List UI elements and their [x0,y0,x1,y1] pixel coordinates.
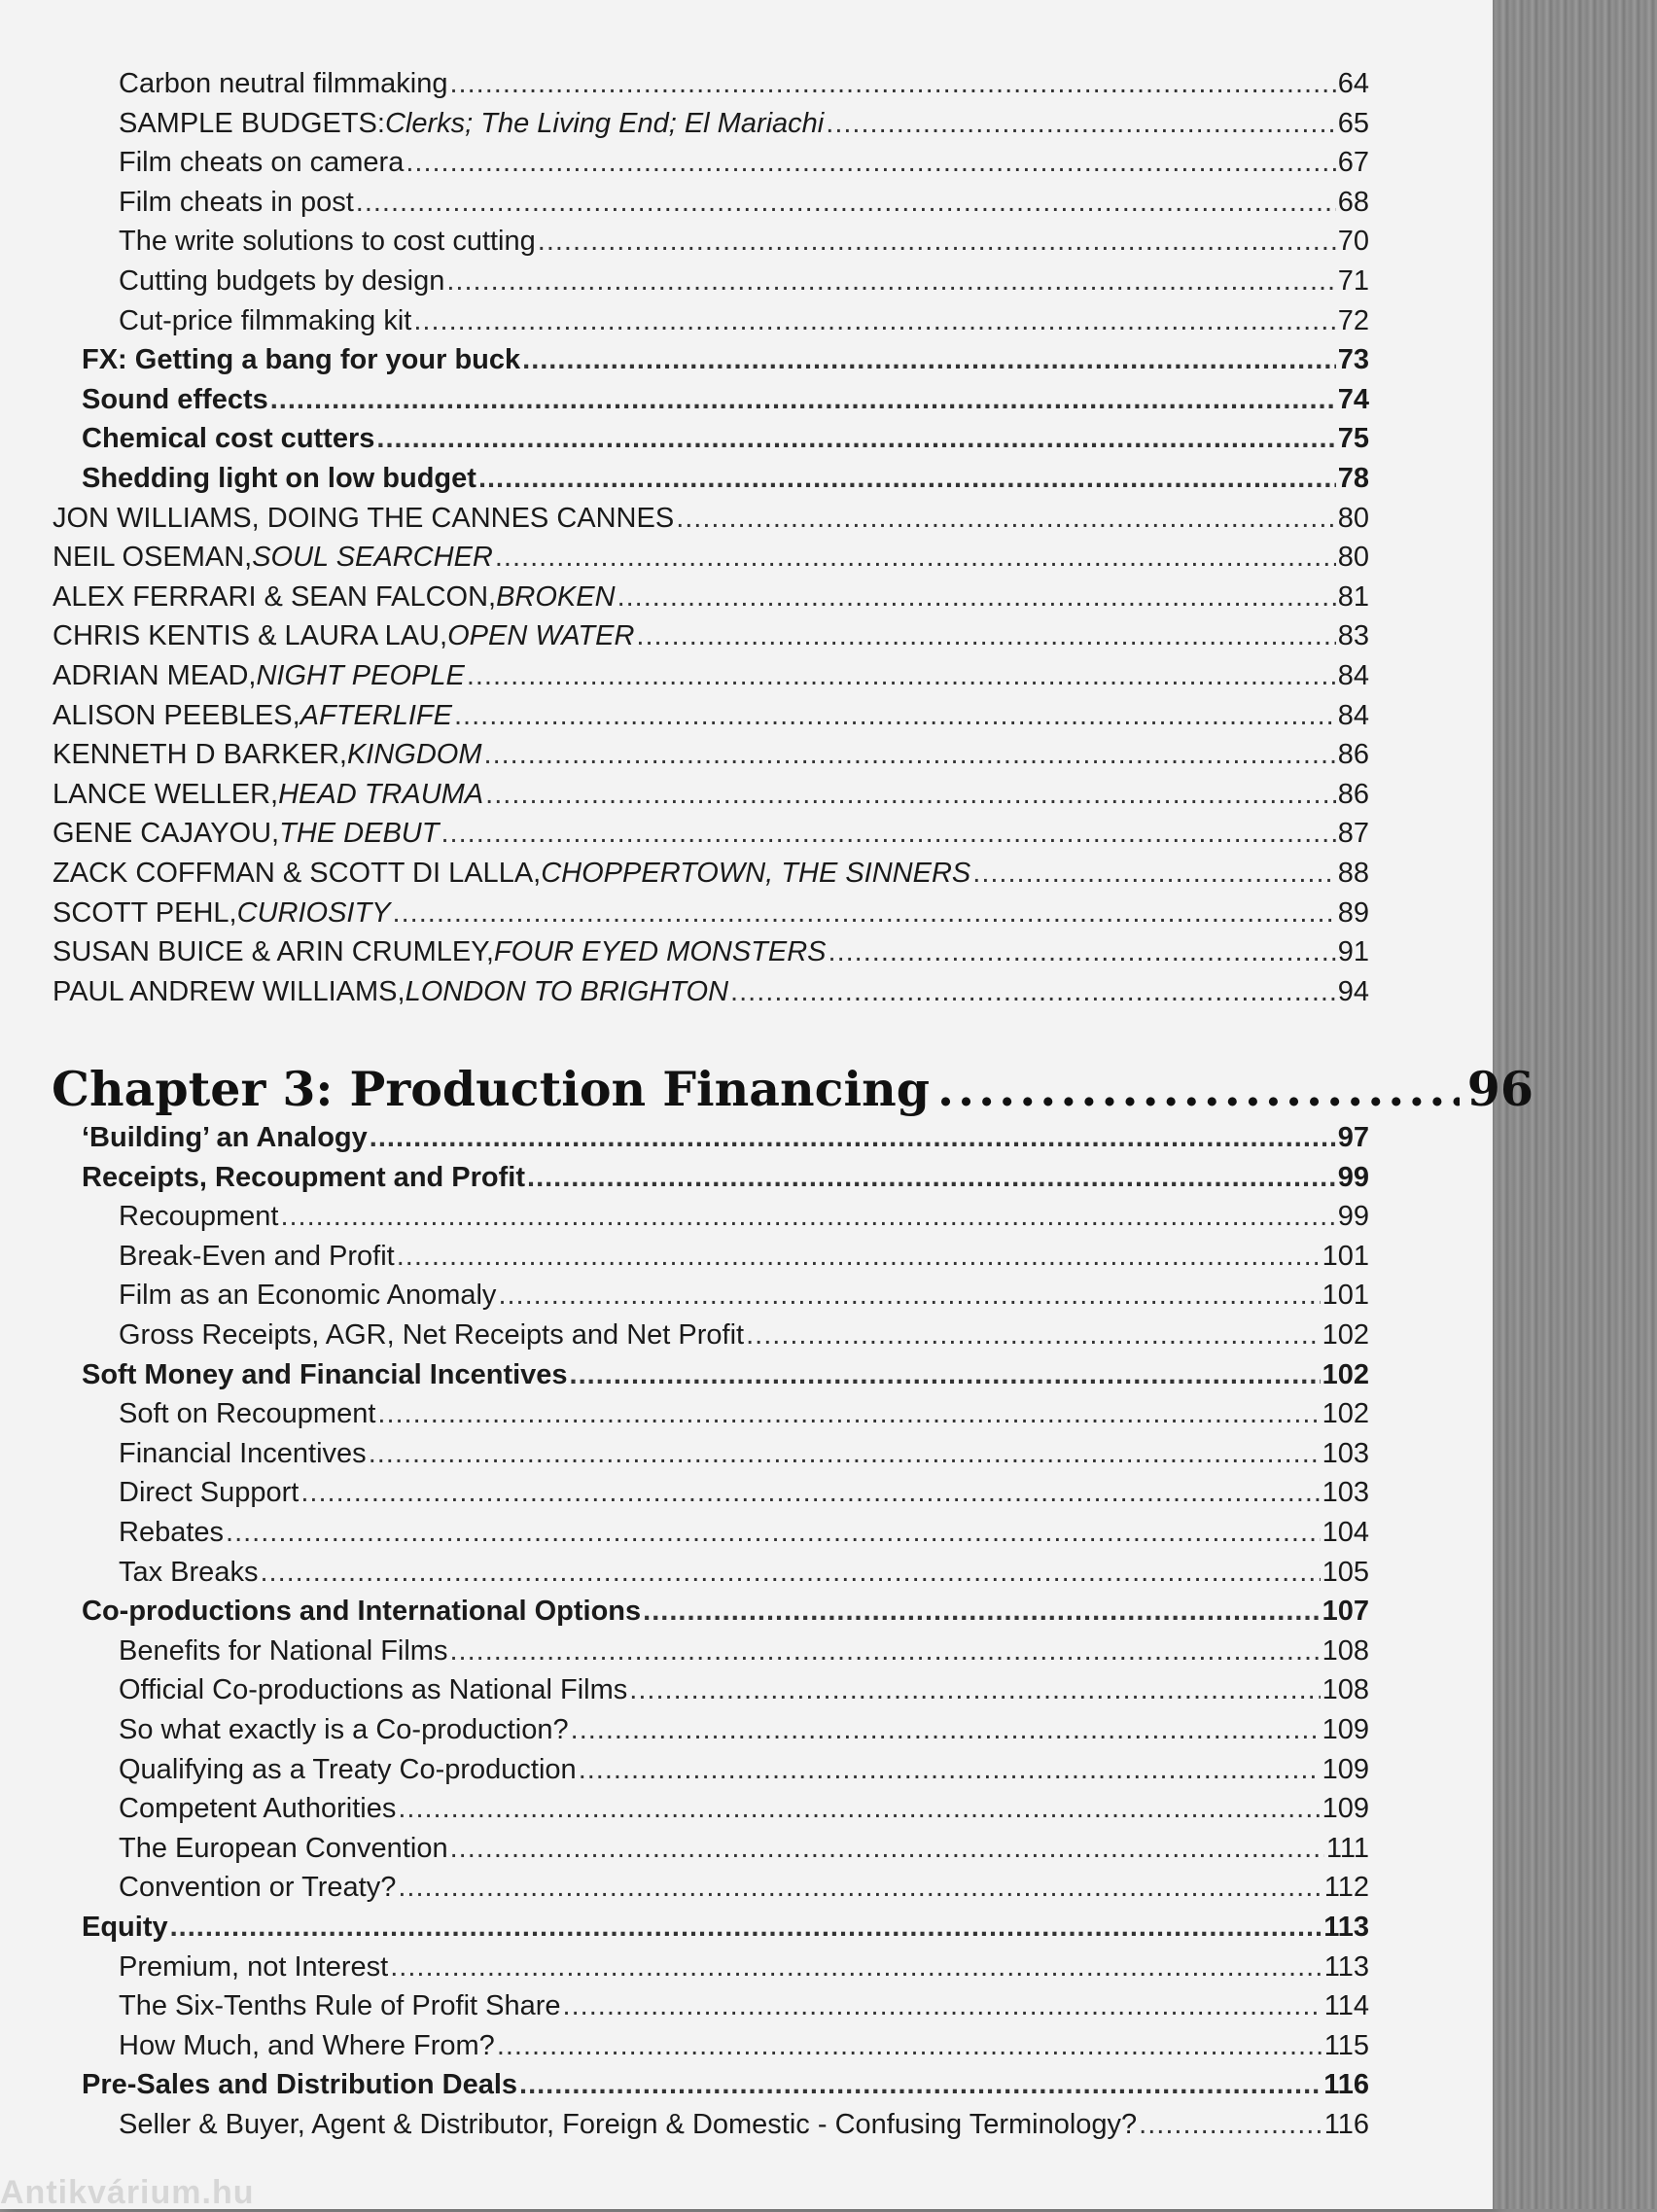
toc-entry [119,303,1369,338]
toc-entry [119,1831,1369,1866]
toc-entry [119,1475,1369,1510]
dot-leader [377,1396,1320,1431]
toc-entry-page-number: 108 [1322,1634,1369,1667]
toc-entry-page-number: 112 [1323,1872,1369,1904]
toc-entry-title: Film cheats on camera [119,147,405,179]
toc-entry [119,1949,1369,1984]
dot-leader [826,106,1335,141]
toc-entry [119,263,1369,298]
toc-entry-page-number: 84 [1337,660,1369,691]
toc-entry-title: ALISON PEEBLES, [53,699,300,731]
toc-entry [53,777,1369,812]
toc-entry-italic-title: KINGDOM [346,739,482,771]
dot-leader [746,1317,1321,1352]
toc-entry [53,658,1369,693]
dot-leader [413,303,1335,338]
chapter-page-number: 96 [1466,1061,1534,1117]
toc-entry-page-number: 109 [1322,1793,1369,1825]
toc-entry-page-number: 115 [1323,2029,1369,2061]
dot-leader [478,461,1336,496]
toc-entry-title: Receipts, Recoupment and Profit [82,1161,526,1193]
toc-entry-title: The Six-Tenths Rule of Profit Share [119,1990,561,2022]
toc-entry-title: Seller & Buyer, Agent & Distributor, Foreign & Domestic - Confusing Terminology? [119,2109,1138,2140]
dot-leader [454,698,1336,733]
dot-leader [398,1791,1320,1826]
toc-entry [119,66,1369,101]
toc-entry [53,540,1369,575]
toc-entry-page-number: 97 [1337,1122,1369,1153]
toc-entry-title: Film cheats in post [119,186,354,218]
dot-leader [570,1357,1321,1392]
toc-entry-page-number: 74 [1337,383,1369,415]
toc-entry [82,1357,1369,1392]
toc-entry [82,342,1369,377]
toc-entry [119,1317,1369,1352]
toc-entry-page-number: 103 [1322,1477,1369,1509]
toc-entry-page-number: 91 [1337,936,1369,968]
dot-leader [280,1199,1335,1234]
toc-entry-title: Rebates [119,1517,225,1548]
dot-leader [571,1712,1321,1747]
toc-entry-page-number: 102 [1322,1398,1369,1430]
toc-entry-italic-title: SOUL SEARCHER [252,542,493,574]
dot-leader [498,1278,1320,1313]
toc-entry-page-number: 99 [1337,1201,1369,1233]
dot-leader [397,1239,1321,1274]
toc-entry-title: Break-Even and Profit [119,1240,395,1272]
dot-leader [484,737,1336,772]
dot-leader [405,145,1335,180]
toc-entry-title: ADRIAN MEAD, [53,660,257,691]
dot-leader [522,342,1336,377]
toc-entry-title: Official Co-productions as National Films [119,1674,628,1706]
toc-entry [119,1555,1369,1590]
toc-entry-page-number: 78 [1337,463,1369,494]
toc-entry-title: ALEX FERRARI & SEAN FALCON, [53,580,497,613]
dot-leader [636,618,1335,653]
dot-leader [369,1436,1321,1471]
toc-entry-page-number: 113 [1323,1912,1369,1943]
toc-entry-title: Chemical cost cutters [82,423,375,455]
toc-entry [53,501,1369,536]
dot-leader [972,856,1335,891]
dot-leader [937,1060,1460,1118]
toc-entry [119,1712,1369,1747]
dot-leader [1139,2107,1322,2142]
toc-entry-page-number: 111 [1325,1832,1369,1864]
toc-entry [119,185,1369,220]
toc-entry-page-number: 103 [1322,1437,1369,1469]
toc-entry [119,2107,1369,2142]
toc-entry-title: ZACK COFFMAN & SCOTT DI LALLA, [53,858,542,889]
toc-entry-title: Shedding light on low budget [82,463,476,494]
dot-leader [226,1515,1321,1550]
toc-entry-title: Pre-Sales and Distribution Deals [82,2069,518,2101]
toc-entry-italic-title: LONDON TO BRIGHTON [405,975,729,1007]
dot-leader [617,579,1336,614]
toc-entry-title: Recoupment [119,1201,279,1233]
toc-entry-title: FX: Getting a bang for your buck [82,344,521,376]
toc-entry [119,1752,1369,1787]
toc-entry [119,1515,1369,1550]
toc-entry-page-number: 89 [1337,896,1369,929]
toc-entry-title: ‘Building’ an Analogy [82,1122,368,1153]
dot-leader [356,185,1336,220]
toc-entry [82,1910,1369,1945]
dot-leader [390,1949,1322,1984]
toc-entry [82,382,1369,417]
toc-entry-title: Premium, not Interest [119,1950,389,1983]
toc-entry-title: Qualifying as a Treaty Co-production [119,1753,577,1785]
toc-entry-italic-title: CHOPPERTOWN, THE SINNERS [541,858,971,889]
toc-entry-page-number: 83 [1337,620,1369,652]
toc-entry-page-number: 86 [1337,739,1369,771]
dot-leader [441,816,1335,851]
toc-entry-title: Cutting budgets by design [119,265,445,297]
toc-entry-italic-title: CURIOSITY [236,896,391,929]
toc-entry-title: Financial Incentives [119,1437,367,1469]
toc-entry-page-number: 99 [1337,1161,1369,1193]
toc-entry-title: JON WILLIAMS, DOING THE CANNES CANNES [53,502,675,534]
toc-entry-page-number: 75 [1337,423,1369,455]
toc-entry [53,737,1369,772]
toc-entry [119,2028,1369,2063]
toc-entry [119,1633,1369,1668]
toc-entry-page-number: 113 [1323,1950,1369,1983]
toc-entry-title: How Much, and Where From? [119,2029,495,2061]
toc-entry [53,895,1369,930]
toc-entry-title: Cut-price filmmaking kit [119,304,412,336]
toc-entry-title: SUSAN BUICE & ARIN CRUMLEY, [53,936,494,968]
toc-entry-title: GENE CAJAYOU, [53,818,280,850]
toc-entry-title: Sound effects [82,383,268,415]
toc-entry [82,461,1369,496]
toc-entry-page-number: 72 [1337,304,1369,336]
dot-leader [643,1594,1320,1629]
dot-leader [527,1160,1336,1195]
toc-entry [53,856,1369,891]
chapter-title: Chapter 3: Production Financing [52,1061,930,1117]
dot-leader [563,1988,1322,2023]
dot-leader [579,1752,1321,1787]
toc-entry-title: The write solutions to cost cutting [119,226,536,258]
toc-entry-page-number: 65 [1337,107,1369,139]
toc-entry-title: PAUL ANDREW WILLIAMS, [53,975,405,1007]
toc-entry-title: Competent Authorities [119,1793,397,1825]
toc-entry-title: Direct Support [119,1477,300,1509]
toc-entry-italic-title: HEAD TRAUMA [278,778,484,810]
toc-entry-page-number: 102 [1322,1319,1369,1351]
dot-leader [260,1555,1320,1590]
toc-entry-page-number: 86 [1337,778,1369,810]
dot-leader [485,777,1336,812]
toc-entry-title: Equity [82,1912,168,1943]
dot-leader [393,895,1336,930]
chapter-heading [52,1060,1534,1118]
toc-entry-page-number: 71 [1337,265,1369,297]
toc-entry-page-number: 81 [1337,580,1369,613]
dot-leader [449,1633,1320,1668]
toc-entry-title: The European Convention [119,1832,448,1864]
toc-entry-italic-title: BROKEN [496,580,616,613]
toc-entry-page-number: 94 [1337,975,1369,1007]
toc-entry [53,579,1369,614]
dot-leader [170,1910,1322,1945]
toc-entry-italic-title: OPEN WATER [447,620,635,652]
toc-entry-title: Carbon neutral filmmaking [119,68,448,99]
dot-leader [446,263,1335,298]
toc-entry-title: CHRIS KENTIS & LAURA LAU, [53,620,448,652]
dot-leader [376,421,1335,456]
toc-entry-title: Gross Receipts, AGR, Net Receipts and Net Profit [119,1319,745,1351]
dot-leader [538,224,1336,259]
dot-leader [467,658,1336,693]
toc-entry-page-number: 107 [1322,1596,1369,1628]
dot-leader [497,2028,1322,2063]
toc-entry-title: So what exactly is a Co-production? [119,1714,569,1745]
toc-entry [119,1199,1369,1234]
toc-entry-page-number: 109 [1322,1753,1369,1785]
toc-entry [82,1594,1369,1629]
dot-leader [398,1870,1322,1905]
toc-entry [119,1672,1369,1707]
toc-entry-page-number: 108 [1322,1674,1369,1706]
toc-entry [82,421,1369,456]
toc-entry [53,618,1369,653]
toc-entry [119,1396,1369,1431]
toc-entry-italic-title: FOUR EYED MONSTERS [493,936,827,968]
toc-entry-italic-title: AFTERLIFE [300,699,452,731]
toc-entry [53,816,1369,851]
toc-entry-title: Film as an Economic Anomaly [119,1280,497,1312]
toc-entry-title: Convention or Treaty? [119,1872,397,1904]
dot-leader [495,540,1336,575]
dot-leader [449,66,1335,101]
toc-entry-title: Soft on Recoupment [119,1398,376,1430]
dot-leader [519,2067,1322,2102]
toc-entry-italic-title: NIGHT PEOPLE [256,660,465,691]
toc-entry [82,1160,1369,1195]
toc-entry [119,1278,1369,1313]
watermark-text: Antikvárium.hu [0,2174,255,2211]
dot-leader [828,934,1336,969]
toc-entry [53,934,1369,969]
toc-entry-title: NEIL OSEMAN, [53,542,253,574]
toc-entry-italic-title: Clerks; The Living End; El Mariachi [384,107,825,139]
toc-entry-title: SAMPLE BUDGETS: [119,107,385,139]
toc-entry [119,106,1369,141]
toc-entry-page-number: 116 [1323,2069,1369,2101]
toc-entry-page-number: 114 [1323,1990,1369,2022]
toc-entry-page-number: 88 [1337,858,1369,889]
dot-leader [450,1831,1324,1866]
dot-leader [370,1120,1336,1155]
toc-entry-page-number: 116 [1323,2109,1369,2140]
toc-entry-page-number: 105 [1322,1556,1369,1588]
toc-entry [119,1870,1369,1905]
toc-entry [119,1988,1369,2023]
toc-entry [82,1120,1369,1155]
toc-entry-page-number: 109 [1322,1714,1369,1745]
toc-entry-italic-title: THE DEBUT [279,818,440,850]
toc-entry-page-number: 80 [1337,542,1369,574]
toc-entry-page-number: 80 [1337,502,1369,534]
dot-leader [730,974,1336,1009]
toc-entry-page-number: 84 [1337,699,1369,731]
toc-entry-title: Benefits for National Films [119,1634,448,1667]
dot-leader [629,1672,1320,1707]
toc-entry [53,698,1369,733]
toc-entry-page-number: 101 [1322,1280,1369,1312]
toc-entry-title: Tax Breaks [119,1556,259,1588]
toc-entry-page-number: 70 [1337,226,1369,258]
toc-entry-title: Co-productions and International Options [82,1596,642,1628]
toc-entry-title: LANCE WELLER, [53,778,279,810]
toc-entry-title: SCOTT PEHL, [53,896,237,929]
toc-entry [82,2067,1369,2102]
toc-entry-page-number: 104 [1322,1517,1369,1548]
toc-entry-page-number: 101 [1322,1240,1369,1272]
toc-entry [53,974,1369,1009]
dot-leader [270,382,1336,417]
toc-entry-title: Soft Money and Financial Incentives [82,1358,568,1390]
toc-entry [119,1436,1369,1471]
toc-entry-page-number: 102 [1322,1358,1369,1390]
toc-entry [119,224,1369,259]
toc-entry-page-number: 73 [1337,344,1369,376]
toc-entry-page-number: 64 [1337,68,1369,99]
toc-entry [119,145,1369,180]
toc-entry-page-number: 68 [1337,186,1369,218]
dot-leader [300,1475,1320,1510]
toc-entry [119,1239,1369,1274]
dot-leader [676,501,1336,536]
toc-entry-page-number: 67 [1337,147,1369,179]
toc-entry [119,1791,1369,1826]
toc-entry-title: KENNETH D BARKER, [53,739,347,771]
toc-entry-page-number: 87 [1337,818,1369,850]
